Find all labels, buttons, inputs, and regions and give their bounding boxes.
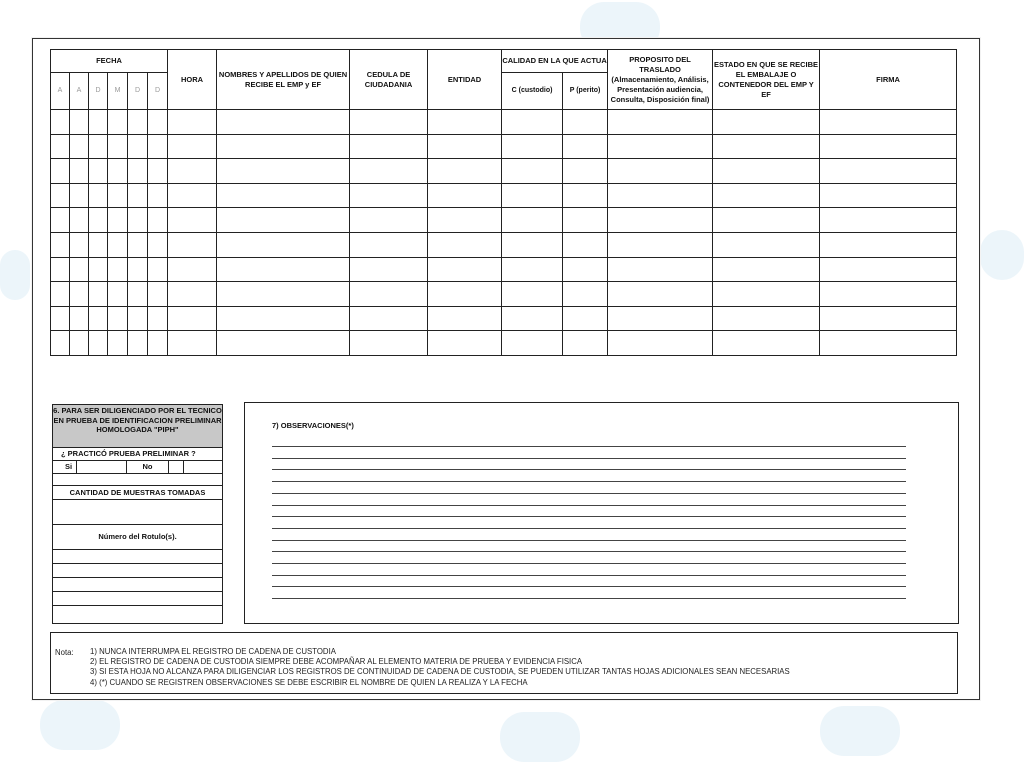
table-cell[interactable] (89, 232, 108, 257)
table-cell[interactable] (70, 282, 89, 307)
table-cell[interactable] (89, 183, 108, 208)
header-fecha: FECHA (51, 50, 168, 73)
background-puzzle-piece (820, 706, 900, 756)
header-date-letter: A (51, 73, 70, 110)
table-cell[interactable] (502, 208, 563, 233)
table-cell[interactable] (428, 331, 502, 356)
table-cell[interactable] (428, 159, 502, 184)
table-cell[interactable] (502, 159, 563, 184)
table-cell[interactable] (70, 306, 89, 331)
table-cell[interactable] (608, 159, 713, 184)
table-cell[interactable] (350, 159, 428, 184)
table-cell[interactable] (70, 183, 89, 208)
table-cell[interactable] (428, 110, 502, 135)
table-cell[interactable] (51, 134, 70, 159)
table-cell[interactable] (70, 331, 89, 356)
table-cell[interactable] (51, 232, 70, 257)
table-cell[interactable] (428, 134, 502, 159)
table-cell[interactable] (108, 183, 128, 208)
table-row (51, 134, 957, 159)
table-cell[interactable] (563, 183, 608, 208)
table-cell[interactable] (168, 306, 217, 331)
table-cell[interactable] (350, 306, 428, 331)
table-cell[interactable] (820, 282, 957, 307)
table-cell[interactable] (89, 134, 108, 159)
table-cell[interactable] (820, 306, 957, 331)
header-entidad: ENTIDAD (428, 50, 502, 110)
custody-log-table (50, 49, 957, 356)
table-cell[interactable] (350, 282, 428, 307)
table-cell[interactable] (148, 208, 168, 233)
blank-cell (184, 461, 222, 473)
table-cell[interactable] (608, 282, 713, 307)
table-cell[interactable] (713, 257, 820, 282)
table-row (51, 306, 957, 331)
table-cell[interactable] (128, 110, 148, 135)
table-cell[interactable] (713, 134, 820, 159)
notes-label: Nota: (55, 648, 74, 657)
table-cell[interactable] (168, 282, 217, 307)
notes-list (90, 647, 790, 688)
preliminary-test-title: 6. PARA SER DILIGENCIADO POR EL TECNICO EN PRUEBA DE IDENTIFICACION PRELIMINAR HOMOLOGADA "PIPH" (53, 405, 222, 448)
header-hora: HORA (168, 50, 217, 110)
table-cell[interactable] (820, 134, 957, 159)
table-cell[interactable] (148, 257, 168, 282)
table-cell[interactable] (713, 306, 820, 331)
note-item: 3) SI ESTA HOJA NO ALCANZA PARA DILIGENCIAR LOS REGISTROS DE CONTINUIDAD DE CADENA DE CUSTODIA, SE PUEDEN UTILIZAR TANTAS HOJAS ADICIONALES SEAN NECESARIAS (90, 667, 790, 677)
preliminary-test-section (52, 404, 223, 624)
table-cell[interactable] (168, 134, 217, 159)
table-cell[interactable] (89, 110, 108, 135)
table-cell[interactable] (168, 159, 217, 184)
table-cell[interactable] (148, 232, 168, 257)
observation-line[interactable] (272, 551, 906, 552)
table-cell[interactable] (608, 331, 713, 356)
table-cell[interactable] (148, 159, 168, 184)
header-cedula: CEDULA DE CIUDADANIA (350, 50, 428, 110)
table-cell[interactable] (217, 282, 350, 307)
table-cell[interactable] (563, 232, 608, 257)
table-cell[interactable] (217, 257, 350, 282)
table-cell[interactable] (51, 159, 70, 184)
table-cell[interactable] (128, 282, 148, 307)
yes-label: Si (53, 461, 77, 473)
table-cell[interactable] (70, 232, 89, 257)
table-cell[interactable] (217, 134, 350, 159)
header-date-letter: D (128, 73, 148, 110)
table-cell[interactable] (350, 110, 428, 135)
table-cell[interactable] (51, 306, 70, 331)
table-cell[interactable] (148, 134, 168, 159)
table-cell[interactable] (820, 257, 957, 282)
table-cell[interactable] (217, 331, 350, 356)
observation-line[interactable] (272, 586, 906, 587)
background-puzzle-piece (40, 700, 120, 750)
background-puzzle-piece (980, 230, 1024, 280)
header-date-letter: A (70, 73, 89, 110)
observations-box (244, 402, 959, 624)
note-item: 2) EL REGISTRO DE CADENA DE CUSTODIA SIEMPRE DEBE ACOMPAÑAR AL ELEMENTO MATERIA DE PRUEBA Y EVIDENCIA FISICA (90, 657, 583, 667)
observation-line[interactable] (272, 493, 906, 494)
table-cell[interactable] (128, 208, 148, 233)
background-puzzle-piece (0, 250, 30, 300)
header-date-letter: D (89, 73, 108, 110)
table-cell[interactable] (608, 306, 713, 331)
table-cell[interactable] (148, 306, 168, 331)
table-cell[interactable] (502, 183, 563, 208)
blank-row (53, 474, 222, 486)
table-cell[interactable] (128, 306, 148, 331)
table-cell[interactable] (428, 232, 502, 257)
table-row (51, 331, 957, 356)
table-cell[interactable] (51, 331, 70, 356)
observation-line[interactable] (272, 540, 906, 541)
table-cell[interactable] (128, 134, 148, 159)
table-cell[interactable] (820, 331, 957, 356)
table-cell[interactable] (428, 208, 502, 233)
table-cell[interactable] (563, 208, 608, 233)
table-cell[interactable] (713, 282, 820, 307)
table-cell[interactable] (70, 110, 89, 135)
note-item: 1) NUNCA INTERRUMPA EL REGISTRO DE CADENA DE CUSTODIA (90, 647, 336, 656)
table-cell[interactable] (108, 257, 128, 282)
table-row (51, 257, 957, 282)
table-cell[interactable] (608, 110, 713, 135)
table-cell[interactable] (168, 183, 217, 208)
table-cell[interactable] (89, 331, 108, 356)
header-proposito: PROPOSITO DEL TRASLADO (Almacenamiento, Análisis, Presentación audiencia, Consulta, Disposición final) (608, 50, 713, 110)
table-cell[interactable] (428, 257, 502, 282)
label-number-field[interactable] (53, 550, 222, 564)
table-row (51, 159, 957, 184)
table-cell[interactable] (350, 232, 428, 257)
table-cell[interactable] (608, 134, 713, 159)
table-cell[interactable] (51, 110, 70, 135)
table-cell[interactable] (820, 183, 957, 208)
table-cell[interactable] (89, 282, 108, 307)
table-cell[interactable] (70, 208, 89, 233)
table-cell[interactable] (168, 110, 217, 135)
label-number-field[interactable] (53, 564, 222, 578)
table-cell[interactable] (713, 232, 820, 257)
observation-line[interactable] (272, 575, 906, 576)
table-cell[interactable] (563, 306, 608, 331)
table-cell[interactable] (168, 232, 217, 257)
label-number-label: Número del Rotulo(s). (53, 525, 222, 550)
table-cell[interactable] (108, 331, 128, 356)
table-cell[interactable] (217, 183, 350, 208)
background-puzzle-piece (500, 712, 580, 762)
table-cell[interactable] (148, 183, 168, 208)
header-firma: FIRMA (820, 50, 957, 110)
observation-line[interactable] (272, 458, 906, 459)
table-row (51, 282, 957, 307)
note-item: 4) (*) CUANDO SE REGISTREN OBSERVACIONES SE DEBE ESCRIBIR EL NOMBRE DE QUIEN LA REALIZA Y LA FECHA (90, 677, 528, 687)
table-cell[interactable] (350, 208, 428, 233)
observation-line[interactable] (272, 469, 906, 470)
yes-no-row (53, 461, 222, 474)
table-cell[interactable] (820, 208, 957, 233)
header-date-letter: M (108, 73, 128, 110)
table-cell[interactable] (108, 232, 128, 257)
header-estado: ESTADO EN QUE SE RECIBE EL EMBALAJE O CONTENEDOR DEL EMP Y EF (713, 50, 820, 110)
table-cell[interactable] (108, 282, 128, 307)
header-nombres: NOMBRES Y APELLIDOS DE QUIEN RECIBE EL EMP y EF (217, 50, 350, 110)
table-cell[interactable] (350, 134, 428, 159)
table-cell[interactable] (217, 159, 350, 184)
table-cell[interactable] (108, 159, 128, 184)
table-cell[interactable] (563, 257, 608, 282)
table-cell[interactable] (608, 232, 713, 257)
table-cell[interactable] (608, 208, 713, 233)
no-label: No (127, 461, 169, 473)
table-cell[interactable] (108, 134, 128, 159)
samples-taken-field[interactable] (53, 500, 222, 525)
table-cell[interactable] (713, 208, 820, 233)
table-cell[interactable] (563, 159, 608, 184)
table-cell[interactable] (502, 331, 563, 356)
table-cell[interactable] (128, 257, 148, 282)
table-cell[interactable] (608, 257, 713, 282)
table-cell[interactable] (70, 257, 89, 282)
table-cell[interactable] (89, 208, 108, 233)
table-cell[interactable] (217, 110, 350, 135)
label-number-field[interactable] (53, 606, 222, 619)
table-cell[interactable] (148, 282, 168, 307)
table-row (51, 183, 957, 208)
table-cell[interactable] (89, 159, 108, 184)
table-cell[interactable] (217, 232, 350, 257)
table-cell[interactable] (428, 306, 502, 331)
table-cell[interactable] (217, 208, 350, 233)
table-cell[interactable] (128, 159, 148, 184)
table-cell[interactable] (713, 183, 820, 208)
no-checkbox-cell[interactable] (169, 461, 184, 473)
table-cell[interactable] (217, 306, 350, 331)
header-calidad-custodio: C (custodio) (502, 73, 563, 110)
table-cell[interactable] (168, 257, 217, 282)
table-row (51, 232, 957, 257)
samples-taken-label: CANTIDAD DE MUESTRAS TOMADAS (53, 486, 222, 500)
observation-line[interactable] (272, 446, 906, 447)
table-cell[interactable] (51, 257, 70, 282)
notes-box (50, 632, 958, 694)
label-number-field[interactable] (53, 578, 222, 592)
table-cell[interactable] (350, 183, 428, 208)
table-cell[interactable] (428, 282, 502, 307)
table-cell[interactable] (502, 134, 563, 159)
table-cell[interactable] (502, 306, 563, 331)
table-cell[interactable] (502, 257, 563, 282)
table-cell[interactable] (563, 282, 608, 307)
table-cell[interactable] (128, 232, 148, 257)
table-cell[interactable] (820, 110, 957, 135)
observation-line[interactable] (272, 528, 906, 529)
table-cell[interactable] (713, 331, 820, 356)
header-date-letter: D (148, 73, 168, 110)
observation-line[interactable] (272, 516, 906, 517)
table-cell[interactable] (168, 208, 217, 233)
table-cell[interactable] (502, 110, 563, 135)
table-cell[interactable] (563, 110, 608, 135)
table-cell[interactable] (51, 282, 70, 307)
table-cell[interactable] (148, 110, 168, 135)
table-cell[interactable] (168, 331, 217, 356)
table-cell[interactable] (608, 183, 713, 208)
table-cell[interactable] (148, 331, 168, 356)
table-cell[interactable] (51, 208, 70, 233)
table-cell[interactable] (51, 183, 70, 208)
table-cell[interactable] (108, 306, 128, 331)
table-cell[interactable] (502, 282, 563, 307)
table-row (51, 208, 957, 233)
table-cell[interactable] (713, 110, 820, 135)
table-cell[interactable] (128, 331, 148, 356)
table-cell[interactable] (108, 208, 128, 233)
label-number-field[interactable] (53, 592, 222, 606)
table-cell[interactable] (820, 159, 957, 184)
table-row (51, 110, 957, 135)
table-cell[interactable] (128, 183, 148, 208)
table-cell[interactable] (713, 159, 820, 184)
observation-line[interactable] (272, 505, 906, 506)
table-cell[interactable] (350, 257, 428, 282)
observations-title: 7) OBSERVACIONES(*) (272, 421, 354, 430)
table-cell[interactable] (428, 183, 502, 208)
table-cell[interactable] (89, 257, 108, 282)
observation-line[interactable] (272, 563, 906, 564)
table-cell[interactable] (563, 331, 608, 356)
table-cell[interactable] (70, 134, 89, 159)
table-cell[interactable] (350, 331, 428, 356)
table-cell[interactable] (820, 232, 957, 257)
yes-checkbox-cell[interactable] (77, 461, 127, 473)
observation-line[interactable] (272, 481, 906, 482)
table-cell[interactable] (502, 232, 563, 257)
header-calidad: CALIDAD EN LA QUE ACTUA (502, 50, 608, 73)
table-cell[interactable] (89, 306, 108, 331)
table-cell[interactable] (563, 134, 608, 159)
table-cell[interactable] (70, 159, 89, 184)
preliminary-test-question: ¿ PRACTICÓ PRUEBA PRELIMINAR ? (53, 448, 222, 461)
observation-line[interactable] (272, 598, 906, 599)
table-cell[interactable] (108, 110, 128, 135)
header-calidad-perito: P (perito) (563, 73, 608, 110)
